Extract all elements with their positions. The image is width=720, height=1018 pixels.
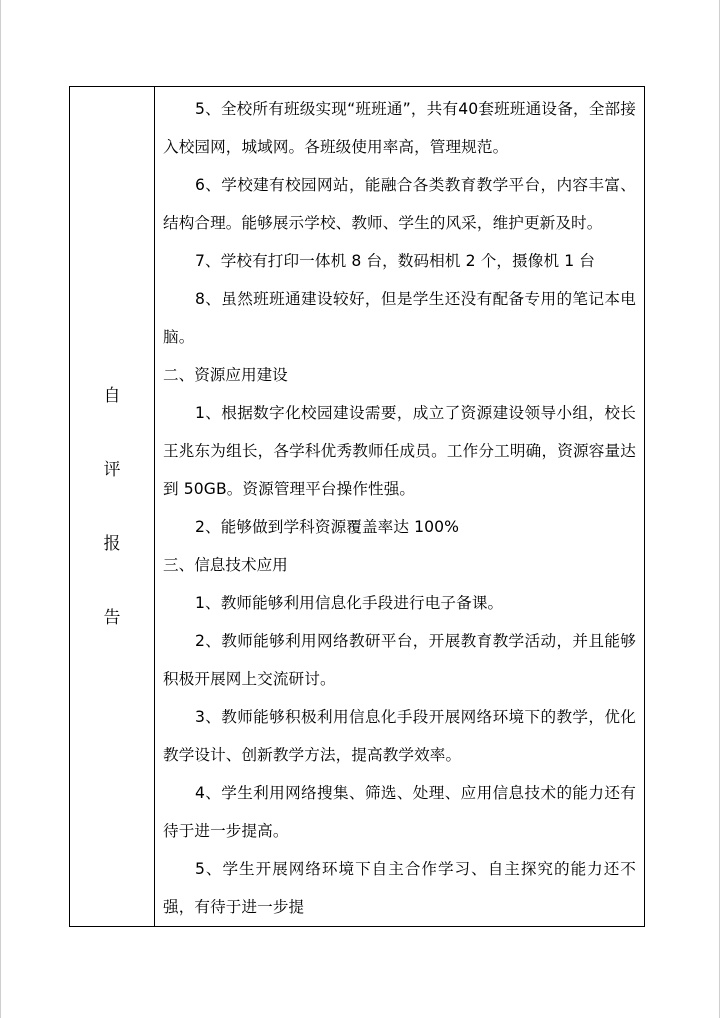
table-row	[70, 87, 645, 927]
report-paragraph: 8、虽然班班通建设较好，但是学生还没有配备专用的笔记本电脑。	[163, 290, 636, 346]
content-cell	[155, 87, 645, 927]
label-char: 告	[103, 607, 121, 628]
report-paragraph: 4、学生利用网络搜集、筛选、处理、应用信息技术的能力还有待于进一步提高。	[163, 784, 636, 840]
report-paragraph: 2、教师能够利用网络教研平台，开展教育教学活动，并且能够积极开展网上交流研讨。	[163, 632, 636, 688]
report-table	[69, 86, 645, 927]
page-edge-left	[0, 0, 1, 1018]
report-paragraph: 6、学校建有校园网站，能融合各类教育教学平台，内容丰富、结构合理。能够展示学校、教师、学生的风采，维护更新及时。	[163, 176, 636, 232]
report-paragraph: 5、全校所有班级实现“班班通”，共有40套班班通设备，全部接入校园网，城域网。各班级使用率高，管理规范。	[163, 100, 636, 156]
report-content	[163, 87, 636, 926]
label-stack	[70, 359, 154, 655]
label-char: 评	[103, 459, 121, 480]
report-paragraph: 1、教师能够利用信息化手段进行电子备课。	[195, 594, 504, 612]
label-cell	[70, 87, 155, 927]
report-paragraph: 5、学生开展网络环境下自主合作学习、自主探究的能力还不强，有待于进一步提	[163, 860, 636, 916]
report-paragraph: 2、能够做到学科资源覆盖率达 100%	[195, 518, 460, 536]
report-paragraph: 7、学校有打印一体机 8 台，数码相机 2 个，摄像机 1 台	[195, 252, 595, 270]
label-char: 自	[103, 385, 121, 406]
section-heading: 二、资源应用建设	[163, 366, 288, 384]
report-paragraph: 1、根据数字化校园建设需要，成立了资源建设领导小组，校长王兆东为组长，各学科优秀教师任成员。工作分工明确，资源容量达到 50GB。资源管理平台操作性强。	[163, 404, 636, 498]
report-paragraph: 3、教师能够积极利用信息化手段开展网络环境下的教学，优化教学设计、创新教学方法，提高教学效率。	[163, 708, 636, 764]
section-heading: 三、信息技术应用	[163, 556, 288, 574]
label-char: 报	[103, 533, 121, 554]
